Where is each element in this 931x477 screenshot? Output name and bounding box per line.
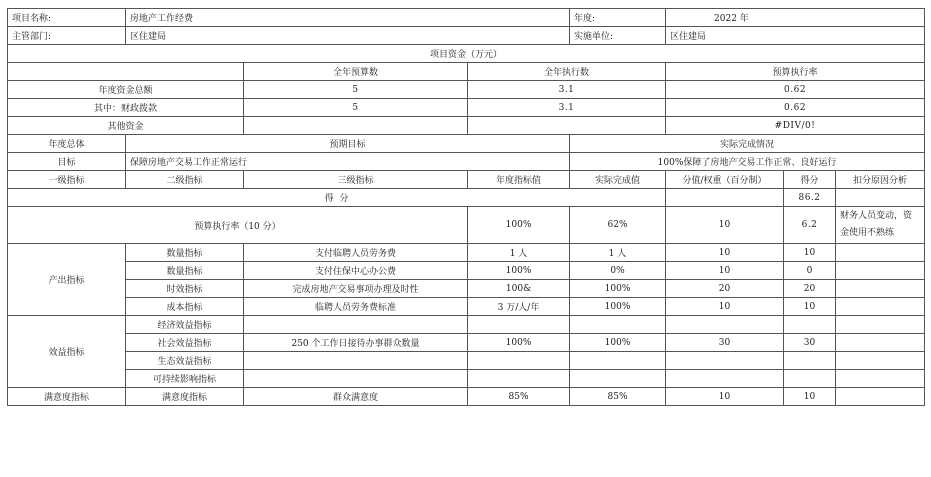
- col-level2: 二级指标: [126, 171, 244, 189]
- col-score: 得分: [784, 171, 836, 189]
- total-score-weight-blank: [666, 189, 784, 207]
- indicator-target: 100%: [468, 262, 570, 280]
- col-reason: 扣分原因分析: [836, 171, 925, 189]
- funds-row-exec: [468, 117, 666, 135]
- indicator-reason: [836, 334, 925, 352]
- funds-header-blank: [8, 63, 244, 81]
- indicator-reason: [836, 262, 925, 280]
- budget-exec-reason: 财务人员变动，资金使用不熟练: [836, 207, 925, 244]
- col-level1: 一级指标: [8, 171, 126, 189]
- indicator-level3: 临聘人员劳务费标准: [244, 298, 468, 316]
- indicator-row: [8, 334, 925, 352]
- indicator-level2: 经济效益指标: [126, 316, 244, 334]
- indicator-target: 1 人: [468, 244, 570, 262]
- indicator-row: [8, 352, 925, 370]
- goals-header-row: [8, 135, 925, 153]
- indicator-level2: 满意度指标: [126, 388, 244, 406]
- indicator-level2: 成本指标: [126, 298, 244, 316]
- indicator-score: 10: [784, 388, 836, 406]
- output-indicator-label: 产出指标: [8, 244, 126, 316]
- impl-value: 区住建局: [666, 27, 925, 45]
- indicator-weight: 10: [666, 298, 784, 316]
- indicator-target: 3 万/人/年: [468, 298, 570, 316]
- indicator-reason: [836, 352, 925, 370]
- funds-row-budget: 5: [244, 99, 468, 117]
- budget-exec-row: [8, 207, 925, 244]
- goals-content-row: [8, 153, 925, 171]
- indicator-header-row: [8, 171, 925, 189]
- indicator-reason: [836, 388, 925, 406]
- indicator-actual: 0%: [570, 262, 666, 280]
- budget-exec-target: 100%: [468, 207, 570, 244]
- total-score-row: [8, 189, 925, 207]
- indicator-score: 30: [784, 334, 836, 352]
- indicator-actual: 1 人: [570, 244, 666, 262]
- budget-exec-score: 6.2: [784, 207, 836, 244]
- funds-row: [8, 81, 925, 99]
- indicator-row: [8, 316, 925, 334]
- funds-title: 项目资金（万元）: [8, 45, 925, 63]
- indicator-weight: [666, 370, 784, 388]
- indicator-score: 20: [784, 280, 836, 298]
- col-actual: 实际完成值: [570, 171, 666, 189]
- indicator-target: 85%: [468, 388, 570, 406]
- actual-goal-text: 100%保障了房地产交易工作正常、良好运行: [570, 153, 925, 171]
- indicator-actual: 100%: [570, 280, 666, 298]
- indicator-weight: [666, 316, 784, 334]
- funds-row-budget: 5: [244, 81, 468, 99]
- satisfaction-row: [8, 388, 925, 406]
- indicator-actual: [570, 370, 666, 388]
- indicator-level3: [244, 370, 468, 388]
- indicator-score: 10: [784, 298, 836, 316]
- funds-row-exec: 3.1: [468, 99, 666, 117]
- col-weight: 分值/权重（百分制）: [666, 171, 784, 189]
- indicator-score: 10: [784, 244, 836, 262]
- indicator-level3: 完成房地产交易事项办理及时性: [244, 280, 468, 298]
- indicator-target: [468, 316, 570, 334]
- indicator-level2: 社会效益指标: [126, 334, 244, 352]
- indicator-row: [8, 244, 925, 262]
- expected-goal-label: 预期目标: [126, 135, 570, 153]
- funds-row-budget: [244, 117, 468, 135]
- project-name-label: 项目名称:: [8, 9, 126, 27]
- indicator-row: [8, 280, 925, 298]
- funds-row-label: 其他资金: [8, 117, 244, 135]
- indicator-actual: [570, 352, 666, 370]
- funds-col-exec: 全年执行数: [468, 63, 666, 81]
- indicator-target: 100%: [468, 334, 570, 352]
- total-score-value: 86.2: [784, 189, 836, 207]
- project-name-value: 房地产工作经费: [126, 9, 570, 27]
- indicator-level3: 支付住保中心办公费: [244, 262, 468, 280]
- indicator-level2: 时效指标: [126, 280, 244, 298]
- indicator-weight: 10: [666, 244, 784, 262]
- overall-goal-label-top: 年度总体: [8, 135, 126, 153]
- satisfaction-indicator-label: 满意度指标: [8, 388, 126, 406]
- indicator-target: 100&: [468, 280, 570, 298]
- indicator-score: [784, 316, 836, 334]
- indicator-weight: 10: [666, 388, 784, 406]
- impl-label: 实施单位:: [570, 27, 666, 45]
- funds-row-exec: 3.1: [468, 81, 666, 99]
- header-row-project: [8, 9, 925, 27]
- indicator-weight: [666, 352, 784, 370]
- indicator-level2: 可持续影响指标: [126, 370, 244, 388]
- performance-table-wrapper: [7, 8, 924, 406]
- funds-title-row: [8, 45, 925, 63]
- indicator-weight: 30: [666, 334, 784, 352]
- indicator-level3: 群众满意度: [244, 388, 468, 406]
- indicator-actual: 85%: [570, 388, 666, 406]
- funds-row: [8, 99, 925, 117]
- funds-row-rate: 0.62: [666, 99, 925, 117]
- indicator-target: [468, 370, 570, 388]
- col-target: 年度指标值: [468, 171, 570, 189]
- total-score-reason-blank: [836, 189, 925, 207]
- indicator-reason: [836, 298, 925, 316]
- performance-evaluation-table: [7, 8, 925, 406]
- indicator-score: 0: [784, 262, 836, 280]
- indicator-level3: [244, 316, 468, 334]
- budget-exec-actual: 62%: [570, 207, 666, 244]
- funds-row-label: 年度资金总额: [8, 81, 244, 99]
- funds-row-label: 其中：财政拨款: [8, 99, 244, 117]
- funds-row-rate: 0.62: [666, 81, 925, 99]
- col-level3: 三级指标: [244, 171, 468, 189]
- total-score-label: 得 分: [8, 189, 666, 207]
- indicator-score: [784, 370, 836, 388]
- indicator-reason: [836, 244, 925, 262]
- indicator-row: [8, 262, 925, 280]
- indicator-target: [468, 352, 570, 370]
- indicator-level3: [244, 352, 468, 370]
- header-row-dept: [8, 27, 925, 45]
- funds-row-rate: #DIV/0!: [666, 117, 925, 135]
- funds-col-budget: 全年预算数: [244, 63, 468, 81]
- indicator-level3: 支付临聘人员劳务费: [244, 244, 468, 262]
- benefit-indicator-label: 效益指标: [8, 316, 126, 388]
- indicator-actual: 100%: [570, 334, 666, 352]
- indicator-score: [784, 352, 836, 370]
- indicator-row: [8, 370, 925, 388]
- indicator-actual: 100%: [570, 298, 666, 316]
- indicator-row: [8, 298, 925, 316]
- indicator-weight: 10: [666, 262, 784, 280]
- funds-col-rate: 预算执行率: [666, 63, 925, 81]
- indicator-reason: [836, 370, 925, 388]
- indicator-actual: [570, 316, 666, 334]
- dept-label: 主管部门:: [8, 27, 126, 45]
- indicator-level2: 数量指标: [126, 244, 244, 262]
- budget-exec-label: 预算执行率（10 分）: [8, 207, 468, 244]
- year-label: 年度:: [570, 9, 666, 27]
- indicator-weight: 20: [666, 280, 784, 298]
- indicator-level2: 生态效益指标: [126, 352, 244, 370]
- expected-goal-text: 保障房地产交易工作正常运行: [126, 153, 570, 171]
- year-value: 2022 年: [666, 9, 925, 27]
- funds-header-row: [8, 63, 925, 81]
- budget-exec-weight: 10: [666, 207, 784, 244]
- dept-value: 区住建局: [126, 27, 570, 45]
- actual-goal-label: 实际完成情况: [570, 135, 925, 153]
- overall-goal-label-bottom: 目标: [8, 153, 126, 171]
- indicator-level2: 数量指标: [126, 262, 244, 280]
- indicator-reason: [836, 316, 925, 334]
- indicator-reason: [836, 280, 925, 298]
- funds-row: [8, 117, 925, 135]
- indicator-level3: 250 个工作日接待办事群众数量: [244, 334, 468, 352]
